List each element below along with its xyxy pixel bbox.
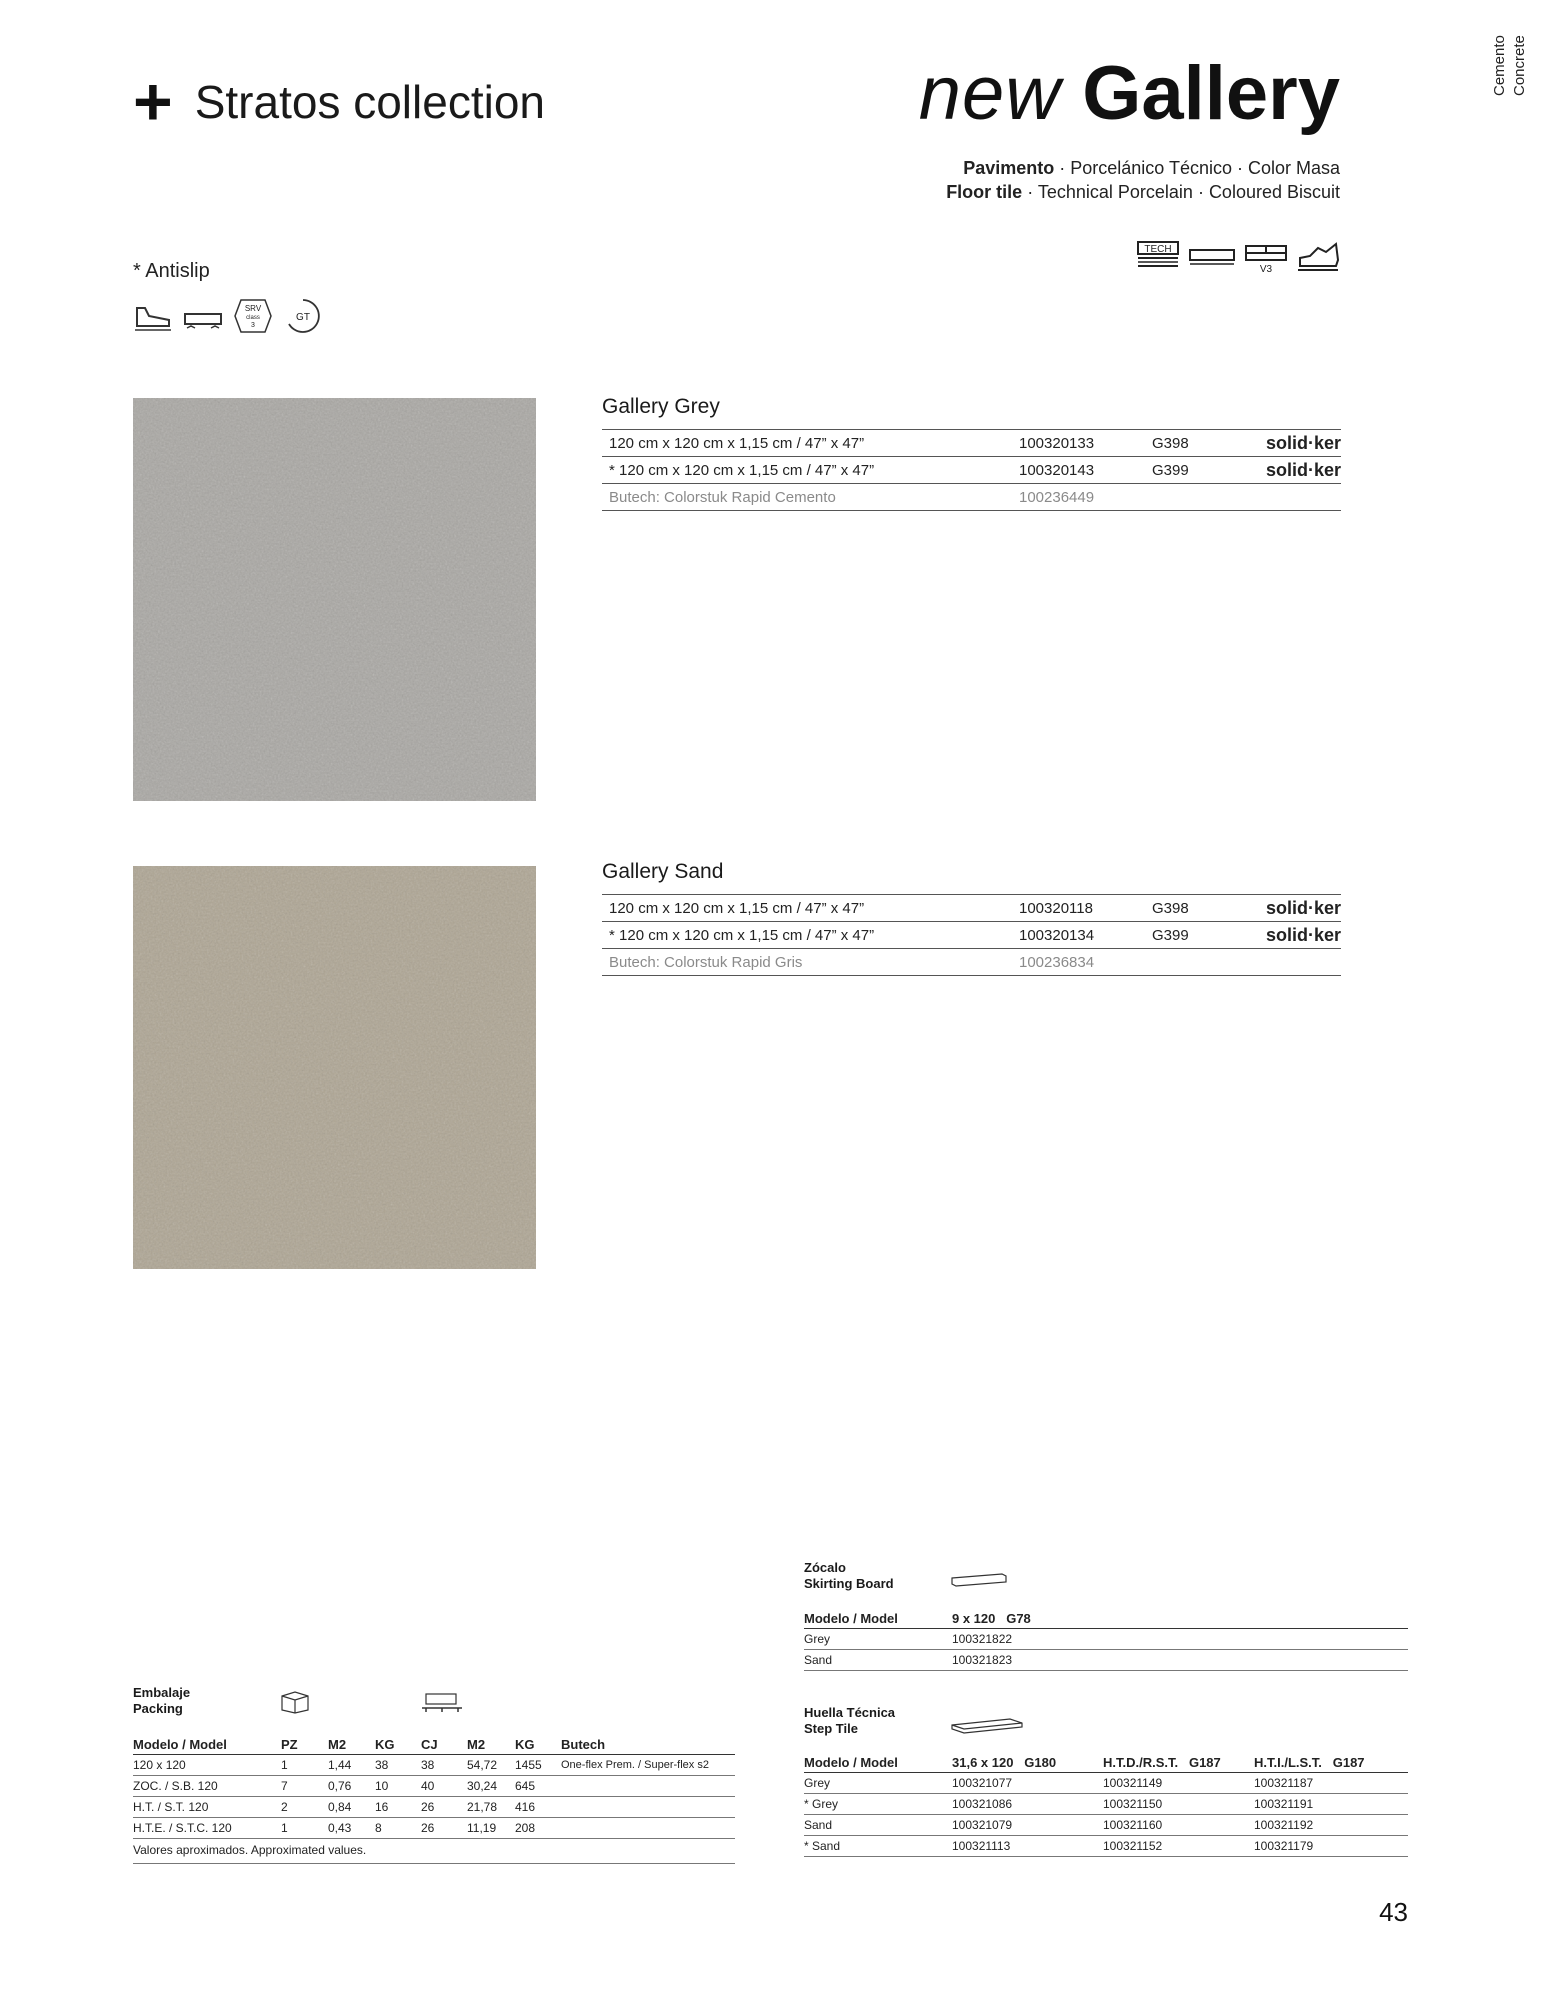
cell: 100321079 (952, 1818, 1013, 1832)
cell: 2 (281, 1800, 288, 1814)
side-category-label (1491, 10, 1537, 96)
cell: One-flex Prem. / Super-flex s2 (561, 1759, 709, 1771)
gt-label: GT (296, 312, 310, 323)
cell: 100321179 (1254, 1839, 1314, 1853)
row-size: * 120 cm x 120 cm x 1,15 cm / 47” x 47” (609, 461, 875, 479)
feature-icons (1136, 240, 1340, 274)
cell: Grey (804, 1632, 831, 1646)
row-size: Butech: Colorstuk Rapid Gris (609, 953, 803, 971)
cell: 38 (375, 1758, 389, 1772)
cell: 54,72 (467, 1758, 498, 1772)
cell: 416 (515, 1800, 536, 1814)
cell: 26 (421, 1821, 435, 1835)
collection-heading (133, 64, 545, 140)
cell: Sand (804, 1653, 833, 1667)
cell: 0,84 (328, 1800, 352, 1814)
cell: 1,44 (328, 1758, 352, 1772)
cell: 30,24 (467, 1779, 498, 1793)
packing-title-es: Embalaje (133, 1685, 191, 1700)
product-row-butech (602, 483, 1341, 511)
cell: 100321149 (1103, 1776, 1163, 1790)
col-header: H.T.I./L.S.T. G187 (1254, 1754, 1365, 1770)
step-title (804, 1705, 895, 1737)
cell: 11,19 (467, 1821, 497, 1835)
table-row (804, 1629, 1408, 1650)
col-header: KG (375, 1736, 395, 1752)
table-row (804, 1815, 1408, 1836)
side-label-es: Cemento (1491, 35, 1508, 96)
col-header: Butech (561, 1736, 606, 1752)
row-code: 100320118 (1019, 899, 1093, 917)
svg-text:class: class (246, 315, 260, 321)
subtitle-en-rest: · Technical Porcelain · Coloured Biscuit (1022, 182, 1340, 202)
table-row (133, 1776, 735, 1797)
skirting-board-icon (950, 1570, 1008, 1588)
col-header: Modelo / Model (133, 1736, 227, 1752)
srv-class-icon (233, 296, 273, 336)
col-header: M2 (328, 1736, 347, 1752)
product-row (602, 456, 1341, 483)
step-title-es: Huella Técnica (804, 1705, 896, 1720)
skirting-header-row (804, 1608, 1408, 1629)
brand-prefix: new (918, 51, 1062, 136)
shoe-icon (133, 300, 173, 332)
subtitle-es-bold: Pavimento (963, 158, 1055, 178)
tech-icon (1136, 240, 1180, 274)
antislip-icons (133, 296, 323, 336)
cell: 100321152 (1103, 1839, 1163, 1853)
col-header: H.T.D./R.S.T. G187 (1103, 1754, 1221, 1770)
tile-profile-icon (183, 300, 223, 332)
variation-v3-icon (1244, 240, 1288, 274)
packing-table (133, 1734, 735, 1864)
cell: 100321077 (952, 1776, 1013, 1790)
step-tile-icon (950, 1715, 1024, 1735)
gt-icon (283, 296, 323, 336)
table-row (133, 1818, 735, 1839)
v3-label: V3 (1259, 264, 1273, 274)
brand-name: Gallery (1082, 51, 1340, 136)
gallery-sand-tile-image (133, 866, 536, 1269)
table-row (804, 1650, 1408, 1671)
page-title (918, 51, 1340, 136)
row-code: 100320143 (1019, 461, 1095, 479)
collection-title: Stratos collection (194, 76, 545, 128)
cell: 645 (515, 1779, 536, 1793)
skirting-title-es: Zócalo (804, 1560, 846, 1575)
product-row-butech (602, 948, 1341, 976)
cell: 100321823 (952, 1653, 1013, 1667)
product-gallery-grey (602, 395, 1341, 511)
cell: 8 (375, 1821, 382, 1835)
table-row (804, 1794, 1408, 1815)
subtitle-en (946, 182, 1340, 203)
cell: 100321086 (952, 1797, 1013, 1811)
product-name: Gallery Sand (602, 860, 724, 883)
step-table (804, 1752, 1408, 1857)
floor-foot-icon (1296, 240, 1340, 274)
col-header: CJ (421, 1736, 438, 1752)
skirting-table (804, 1608, 1408, 1671)
packing-title-en: Packing (133, 1701, 183, 1716)
step-title-en: Step Tile (804, 1721, 858, 1736)
row-size: 120 cm x 120 cm x 1,15 cm / 47” x 47” (609, 434, 865, 452)
cell: Grey (804, 1776, 831, 1790)
skirting-title-en: Skirting Board (804, 1576, 894, 1591)
row-size: * 120 cm x 120 cm x 1,15 cm / 47” x 47” (609, 926, 875, 944)
solidker-logo: solid·ker (1265, 924, 1341, 945)
cell: 0,43 (328, 1821, 352, 1835)
row-group: G398 (1152, 434, 1189, 452)
cell: 7 (281, 1779, 288, 1793)
cell: 1455 (515, 1758, 542, 1772)
cell: 100321160 (1103, 1818, 1163, 1832)
table-row (804, 1773, 1408, 1794)
col-header: 9 x 120 G78 (952, 1610, 1031, 1626)
col-header: 31,6 x 120 G180 (952, 1754, 1057, 1770)
solidker-logo: solid·ker (1265, 459, 1341, 480)
cell: 40 (421, 1779, 435, 1793)
cell: 100321150 (1103, 1797, 1163, 1811)
subtitle-es-rest: · Porcelánico Técnico · Color Masa (1054, 158, 1340, 178)
packing-header-row (133, 1734, 735, 1755)
product-row (602, 921, 1341, 948)
table-row (133, 1797, 735, 1818)
table-row (804, 1836, 1408, 1857)
row-group: G399 (1152, 461, 1189, 479)
product-row (602, 429, 1341, 456)
subtitle-es (963, 158, 1340, 179)
cell: H.T.E. / S.T.C. 120 (133, 1821, 232, 1835)
row-code: 100320134 (1019, 926, 1095, 944)
page-number: 43 (1379, 1897, 1408, 1927)
pallet-icon (420, 1690, 464, 1714)
cell: 10 (375, 1779, 389, 1793)
cell: 100321113 (952, 1839, 1011, 1853)
cell: 16 (375, 1800, 389, 1814)
svg-text:3: 3 (251, 322, 255, 329)
cell: 208 (515, 1821, 536, 1835)
packing-note: Valores aproximados. Approximated values. (133, 1839, 735, 1864)
tech-icon-label: TECH (1144, 244, 1172, 255)
row-code: 100320133 (1019, 434, 1095, 452)
svg-text:SRV: SRV (244, 304, 262, 313)
col-header: PZ (281, 1736, 298, 1752)
subtitle-en-bold: Floor tile (946, 182, 1023, 202)
row-size: Butech: Colorstuk Rapid Cemento (609, 488, 836, 506)
solidker-logo: solid·ker (1265, 432, 1341, 453)
cell: 100321191 (1254, 1797, 1314, 1811)
solidker-logo: solid·ker (1265, 897, 1341, 918)
row-code: 100236449 (1019, 488, 1095, 506)
product-gallery-sand (602, 860, 1341, 976)
cell: 26 (421, 1800, 435, 1814)
product-row (602, 894, 1341, 921)
skirting-title (804, 1560, 894, 1592)
cell: 21,78 (467, 1800, 498, 1814)
cell: Sand (804, 1818, 833, 1832)
cell: ZOC. / S.B. 120 (133, 1779, 218, 1793)
plus-icon: + (133, 64, 173, 140)
col-header: KG (515, 1736, 535, 1752)
row-group: G399 (1152, 926, 1189, 944)
cell: 1 (281, 1758, 288, 1772)
col-header: M2 (467, 1736, 486, 1752)
cell: 100321187 (1254, 1776, 1314, 1790)
step-header-row (804, 1752, 1408, 1773)
side-label-en: Concrete (1511, 35, 1528, 96)
cell: H.T. / S.T. 120 (133, 1800, 209, 1814)
cell: * Sand (804, 1839, 841, 1853)
cell: 1 (281, 1821, 288, 1835)
gallery-grey-tile-image (133, 398, 536, 801)
col-header: Modelo / Model (804, 1610, 898, 1626)
cell: * Grey (804, 1797, 839, 1811)
tile-thickness-icon (1188, 240, 1236, 274)
product-name: Gallery Grey (602, 395, 720, 418)
antislip-label: * Antislip (133, 260, 210, 282)
cell: 120 x 120 (133, 1758, 186, 1772)
cell: 100321822 (952, 1632, 1013, 1646)
row-group: G398 (1152, 899, 1189, 917)
box-icon (280, 1690, 310, 1714)
cell: 0,76 (328, 1779, 352, 1793)
row-size: 120 cm x 120 cm x 1,15 cm / 47” x 47” (609, 899, 865, 917)
cell: 38 (421, 1758, 435, 1772)
col-header: Modelo / Model (804, 1754, 898, 1770)
row-code: 100236834 (1019, 953, 1095, 971)
packing-title (133, 1685, 190, 1717)
table-row (133, 1755, 735, 1776)
cell: 100321192 (1254, 1818, 1314, 1832)
